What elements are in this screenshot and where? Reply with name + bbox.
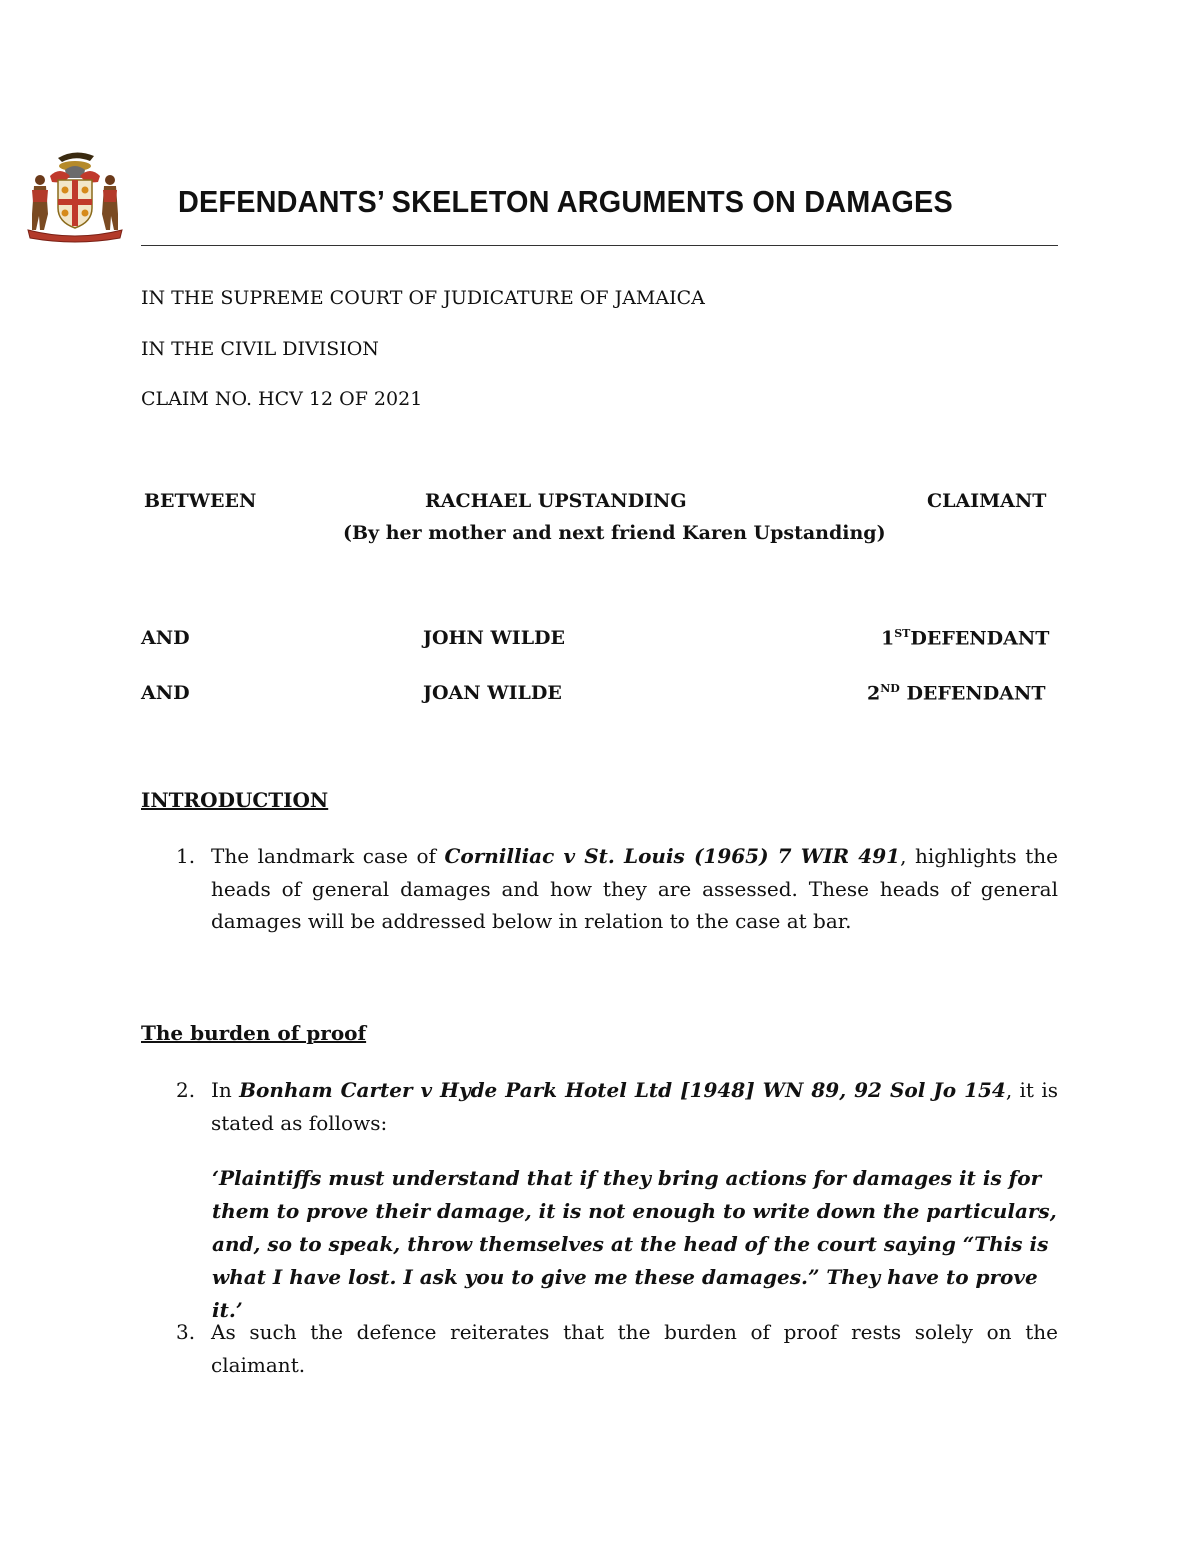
paragraph-text: As such the defence reiterates that the burden of proof rests solely on the claimant. bbox=[211, 1320, 1058, 1377]
claimant-note: (By her mother and next friend Karen Upstanding) bbox=[343, 522, 886, 544]
claim-number: CLAIM NO. HCV 12 OF 2021 bbox=[141, 388, 423, 410]
defendant2-role: 2ND DEFENDANT bbox=[867, 682, 1046, 705]
claimant-name: RACHAEL UPSTANDING bbox=[425, 490, 687, 512]
paragraph-number: 1. bbox=[176, 844, 196, 868]
case-citation: Cornilliac v St. Louis (1965) 7 WIR 491 bbox=[444, 844, 901, 868]
defendant1-role: 1STDEFENDANT bbox=[881, 627, 1050, 650]
document-title: DEFENDANTS’ SKELETON ARGUMENTS ON DAMAGES bbox=[178, 184, 953, 219]
paragraph-1 bbox=[141, 840, 1058, 938]
defendant2-name: JOAN WILDE bbox=[423, 682, 562, 704]
claimant-role: CLAIMANT bbox=[927, 490, 1047, 512]
paragraph-number: 2. bbox=[176, 1078, 196, 1102]
paragraph-3 bbox=[141, 1316, 1058, 1381]
block-quote: ‘Plaintiffs must understand that if they bring actions for damages it is for them to prove their damage, it is not enough to write down the particulars, and, so to speak, throw themselves at the head of the court saying “This is what I have lost. I ask you to give me these damages.” They have to prove it.’ bbox=[212, 1166, 1057, 1322]
case-citation: Bonham Carter v Hyde Park Hotel Ltd [1948] WN 89, 92 Sol Jo 154 bbox=[239, 1078, 1006, 1102]
section-heading-introduction: INTRODUCTION bbox=[141, 788, 329, 812]
section-heading-burden-of-proof: The burden of proof bbox=[141, 1021, 367, 1045]
court-division: IN THE CIVIL DIVISION bbox=[141, 338, 379, 360]
paragraph-2 bbox=[141, 1074, 1058, 1139]
title-divider bbox=[141, 245, 1058, 246]
defendant2-label: AND bbox=[141, 682, 190, 704]
court-name: IN THE SUPREME COURT OF JUDICATURE OF JAMAICA bbox=[141, 287, 705, 309]
defendant1-name: JOHN WILDE bbox=[423, 627, 566, 649]
between-label: BETWEEN bbox=[144, 490, 257, 512]
defendant1-label: AND bbox=[141, 627, 190, 649]
paragraph-text: The landmark case of Cornilliac v St. Louis (1965) 7 WIR 491, highlights the heads of general damages and how they are assessed. These heads of general damages will be addressed below in relation to the case at bar. bbox=[211, 844, 1058, 933]
paragraph-number: 3. bbox=[176, 1320, 196, 1344]
paragraph-text: In Bonham Carter v Hyde Park Hotel Ltd [1948] WN 89, 92 Sol Jo 154, it is stated as follows: bbox=[211, 1078, 1058, 1135]
coat-of-arms-icon bbox=[20, 146, 130, 244]
